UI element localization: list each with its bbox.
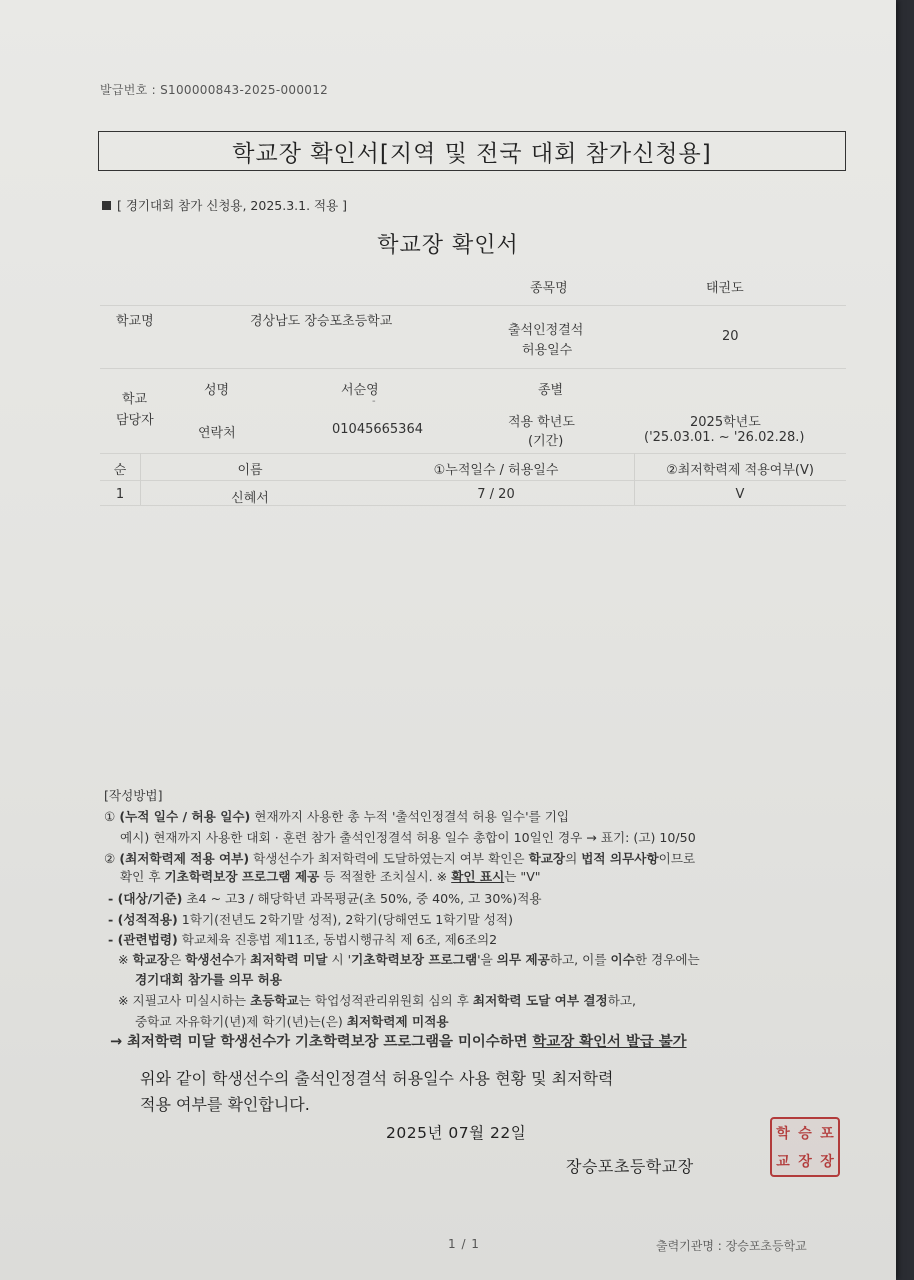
official-seal-icon: 학 승 포 교 장 장 [770,1117,840,1177]
school-value: 경상남도 장승포초등학교 [250,314,393,329]
table-cell-days: 7 / 20 [477,487,515,502]
table-cell-no: 1 [115,487,125,502]
type-label: 종별 [538,383,564,398]
info-divider [100,305,846,306]
name-value: 서순영 [341,383,379,398]
table-cell-name: 신혜서 [231,491,269,506]
sport-label: 종목명 [530,281,568,296]
instruction-line: - (성적적용) 1학기(전년도 2학기말 성적), 2학기(당해연도 1학기말 성적) [108,912,513,927]
table-header-days: ①누적일수 / 허용일수 [433,463,559,478]
school-label: 학교명 [116,314,154,329]
instructions-heading: [작성방법] [104,788,163,803]
issue-date: 2025년 07월 22일 [386,1124,527,1142]
year-label-1: 적용 학년도 [508,415,575,430]
year-value-1: 2025학년도 [690,415,761,430]
info-divider [100,368,846,369]
instruction-line: - (대상/기준) 초4 ~ 고3 / 해당학년 과목평균(초 50%, 중 40%, 고 30%)적용 [108,891,542,906]
table-header-min-academic: ②최저학력제 적용여부(V) [666,463,814,478]
absence-label-2: 허용일수 [522,343,573,358]
table-cell-min-academic: V [735,487,745,502]
name-label: 성명 [204,383,230,398]
instruction-line: ② (최저학력제 적용 여부) 학생선수가 최저학력에 도달하였는지 여부 확인은 학교장의 법적 의무사항이므로 [104,851,696,866]
issue-number: 발급번호 : S100000843-2025-000012 [100,83,329,97]
contact-value: 01045665364 [332,422,423,437]
table-header-no: 순 [113,463,127,478]
year-value-2: ('25.03.01. ~ '26.02.28.) [644,430,805,445]
absence-label-1: 출석인정결석 [508,323,584,338]
table-header-name: 이름 [237,463,263,478]
instruction-warning: → 최저학력 미달 학생선수가 기초학력보장 프로그램을 미이수하면 학교장 확인서 발급 불가 [110,1034,687,1050]
form-note: [ 경기대회 참가 신청용, 2025.3.1. 적용 ] [102,196,347,214]
output-organization: 출력기관명 : 장승포초등학교 [656,1239,807,1253]
confirm-line: 적용 여부를 확인합니다. [140,1095,310,1114]
instruction-line: 중학교 자유학기(년)제 학기(년)는(은) 최저학력제 미적용 [135,1014,449,1029]
instruction-line: - (관련법령) 학교체육 진흥법 제11조, 동법시행규칙 제 6조, 제6조의2 [108,932,498,947]
document-title: 학교장 확인서 [377,233,519,258]
absence-value: 20 [722,329,739,344]
year-label-2: (기간) [528,434,564,449]
page-number: 1 / 1 [448,1237,480,1251]
instruction-line: ① (누적 일수 / 허용 일수) 현재까지 사용한 총 누적 '출석인정결석 허용 일수'를 기입 [104,809,570,824]
confirm-line: 위와 같이 학생선수의 출석인정결석 허용일수 사용 현황 및 최저학력 [140,1069,614,1088]
instruction-line: 예시) 현재까지 사용한 대회 · 훈련 참가 출석인정결석 허용 일수 총합이 10일인 경우 → 표기: (고) 10/50 [120,830,696,845]
header-title: 학교장 확인서[지역 및 전국 대회 참가신청용] [232,140,712,167]
contact-label: 연락처 [198,426,236,441]
instruction-line: 경기대회 참가를 의무 허용 [135,972,282,987]
name-mark: - [372,396,376,407]
instruction-line: 확인 후 기초학력보장 프로그램 제공 등 적절한 조치실시. ※ 확인 표시는 "V" [120,869,541,884]
principal-name: 장승포초등학교장 [566,1157,694,1176]
staff-label-2: 담당자 [116,413,154,428]
sport-value: 태권도 [706,281,744,296]
instruction-line: ※ 지필고사 미실시하는 초등학교는 학업성적관리위원회 심의 후 최저학력 도달 여부 결정하고, [118,993,637,1008]
info-divider [100,453,846,454]
square-bullet-icon [102,201,111,210]
instruction-line: ※ 학교장은 학생선수가 최저학력 미달 시 '기초학력보장 프로그램'을 의무 제공하고, 이를 이수한 경우에는 [118,952,700,967]
info-divider [100,480,846,481]
header-title-box [98,131,846,171]
staff-label-1: 학교 [122,392,148,407]
